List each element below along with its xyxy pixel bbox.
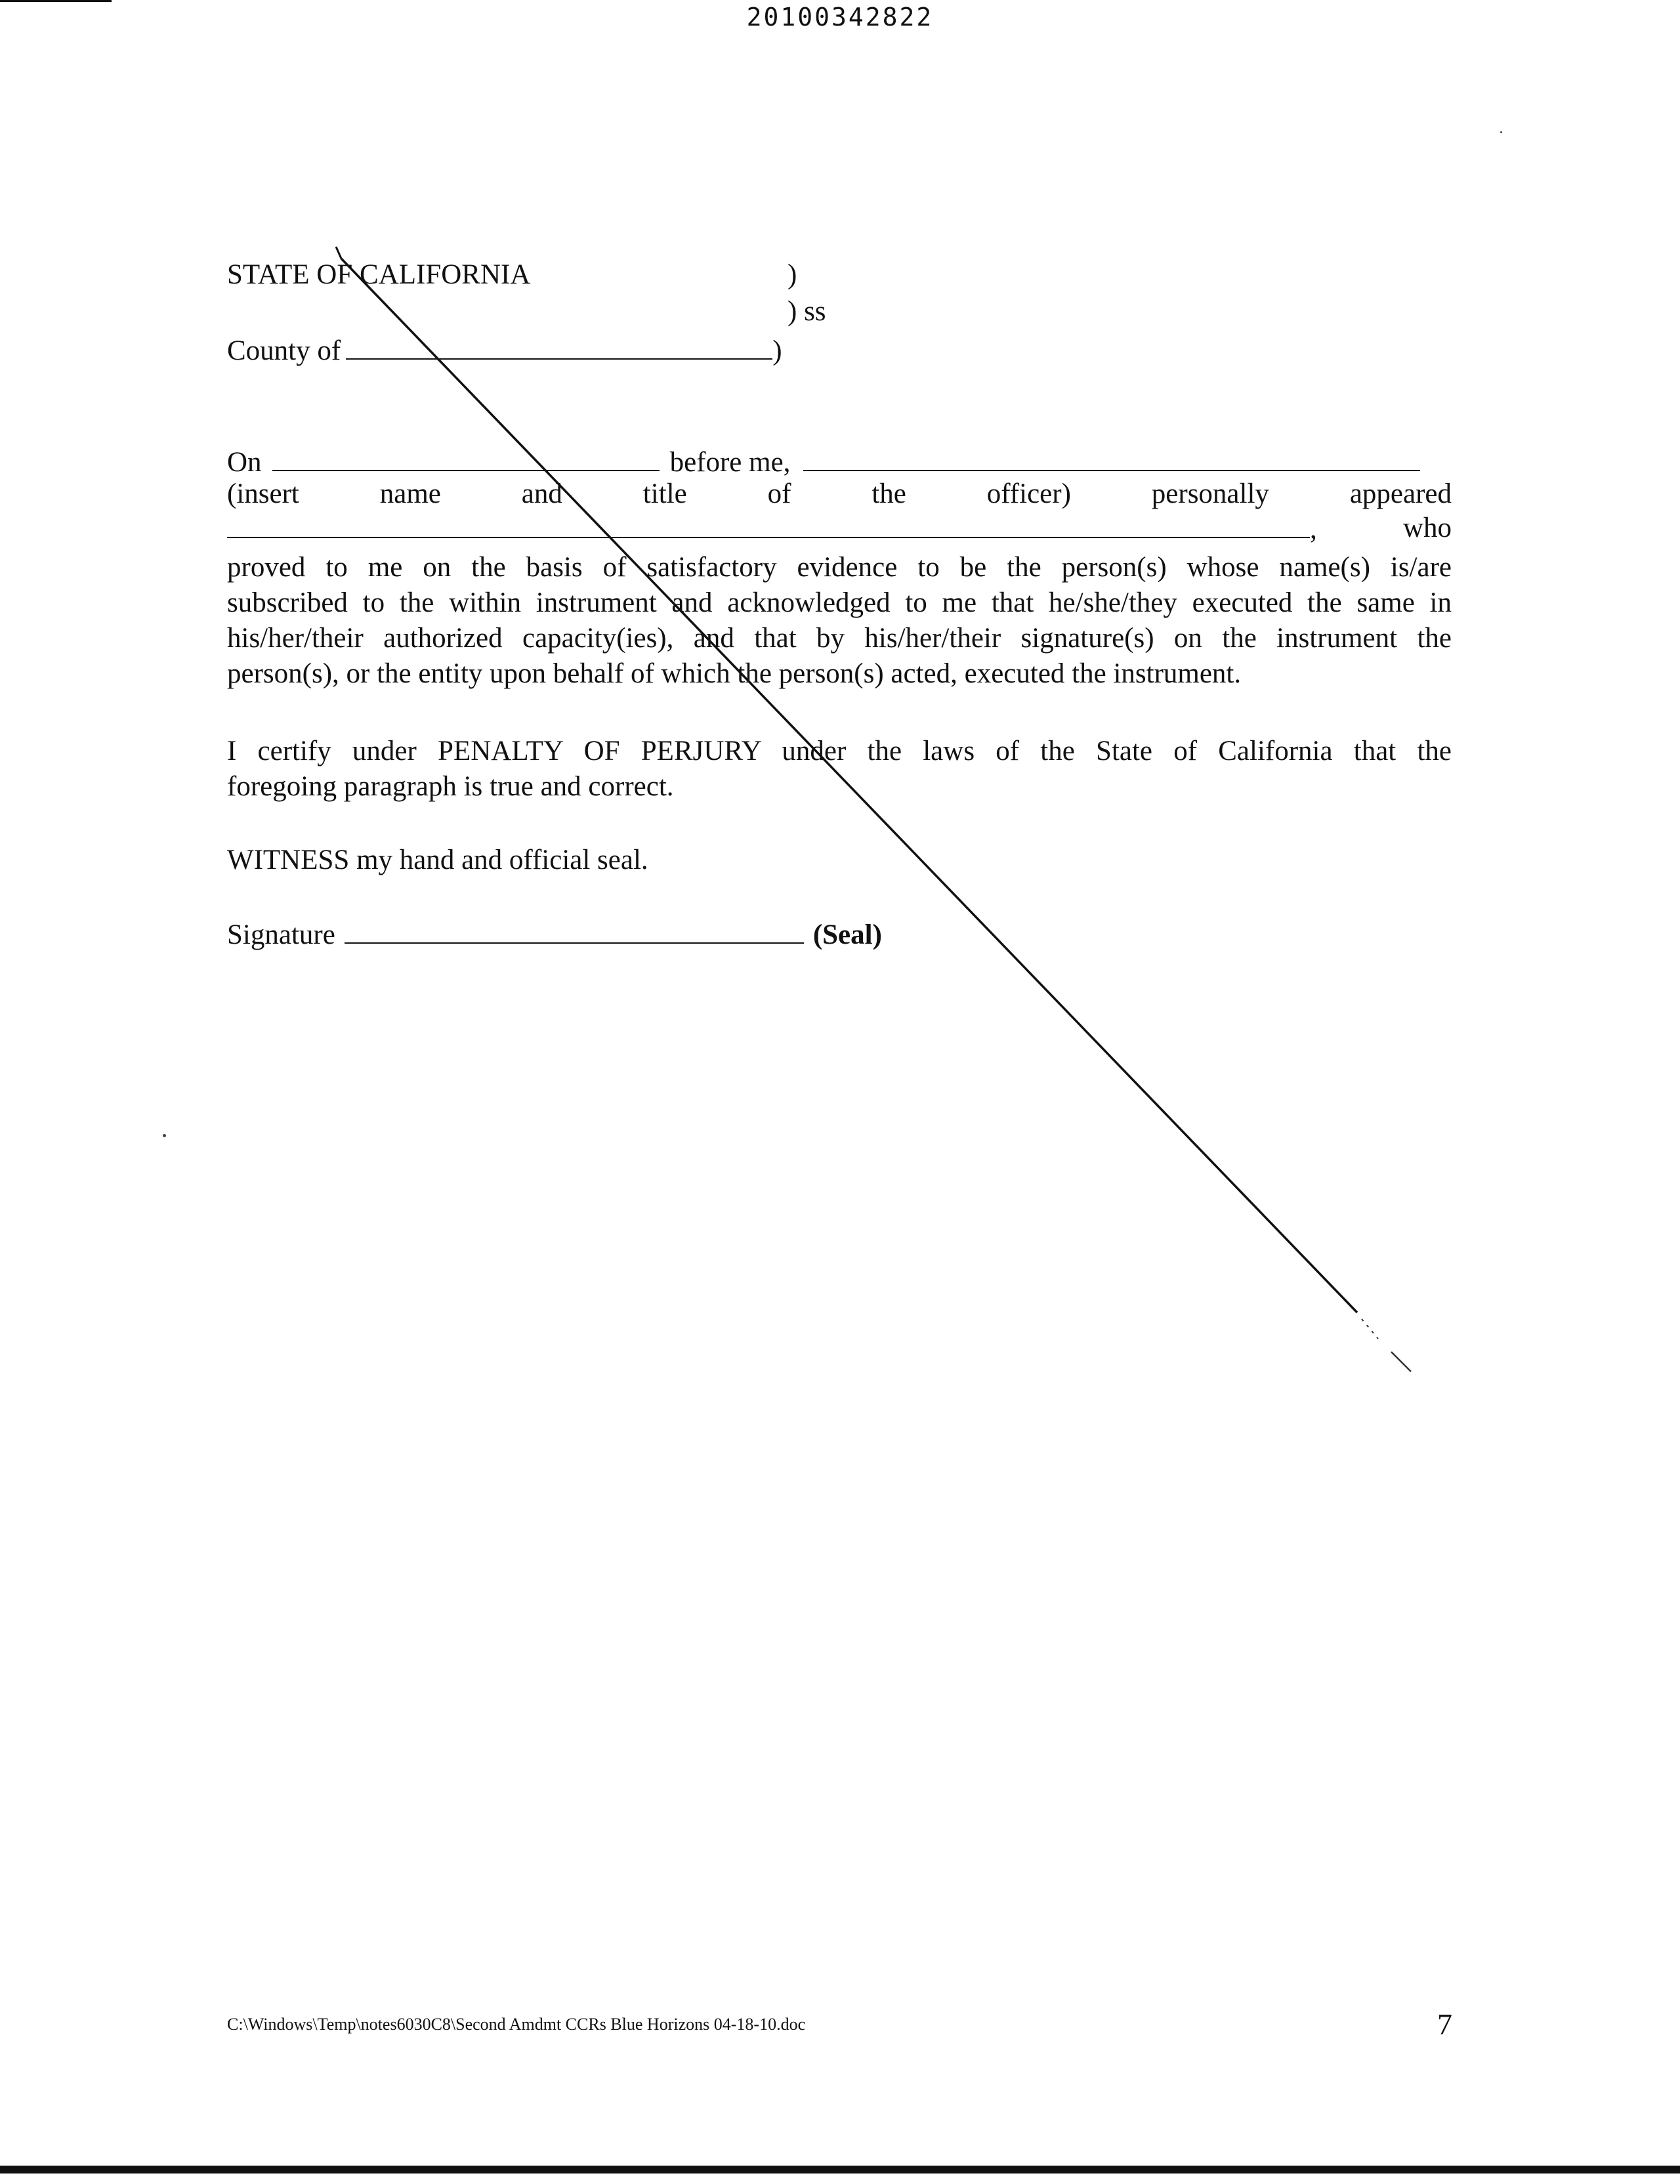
venue-paren-1: ) [788,259,797,290]
document-number: 20100342822 [746,3,934,32]
county-label: County of [227,335,341,366]
ack-paragraph-line: his/her/their authorized capacity(ies), and that by his/her/their signature(s) on the instrument the [227,623,1452,654]
venue-paren-3: ) [772,335,782,366]
line2-word: of [767,478,791,509]
strike-line-tail [1362,1319,1378,1339]
scan-speck [1500,131,1502,133]
line2-word: (insert [227,478,299,509]
signature-label: Signature [227,919,335,950]
strike-line [341,259,1357,1312]
ack-paragraph-line: proved to me on the basis of satisfactory evidence to be the person(s) whose name(s) is/are [227,552,1452,583]
seal-label: (Seal) [812,919,882,950]
certify-line: foregoing paragraph is true and correct. [227,771,674,802]
witness-text: WITNESS my hand and official seal. [227,845,648,875]
appeared-comma: , [1310,514,1317,545]
bottom-rule [0,2166,1680,2174]
strike-line-tail-end [1391,1352,1411,1372]
line2-word: title [642,478,687,509]
on-label: On [227,447,262,478]
file-path-footer: C:\Windows\Temp\notes6030C8\Second Amdmt CCRs Blue Horizons 04-18-10.doc [227,2015,806,2034]
line2-word: personally [1151,478,1269,509]
venue-paren-ss: ) ss [788,296,826,327]
line2-word: and [521,478,562,509]
state-label: STATE OF CALIFORNIA [227,259,531,290]
scan-speck [163,1134,166,1137]
who-word: who [1402,513,1452,543]
line2-word: name [379,478,441,509]
page-number: 7 [1437,2007,1452,2041]
ack-paragraph-line: subscribed to the within instrument and acknowledged to me that he/she/they executed the same in [227,587,1452,618]
line2-word: appeared [1349,478,1452,509]
line2-word: the [872,478,906,509]
certify-line: I certify under PENALTY OF PERJURY under the laws of the State of California that the [227,736,1452,766]
line2-word: officer) [986,478,1071,509]
before-me-label: before me, [669,447,791,478]
ack-paragraph-line: person(s), or the entity upon behalf of which the person(s) acted, executed the instrument. [227,658,1242,689]
strike-line-tip [336,247,341,259]
